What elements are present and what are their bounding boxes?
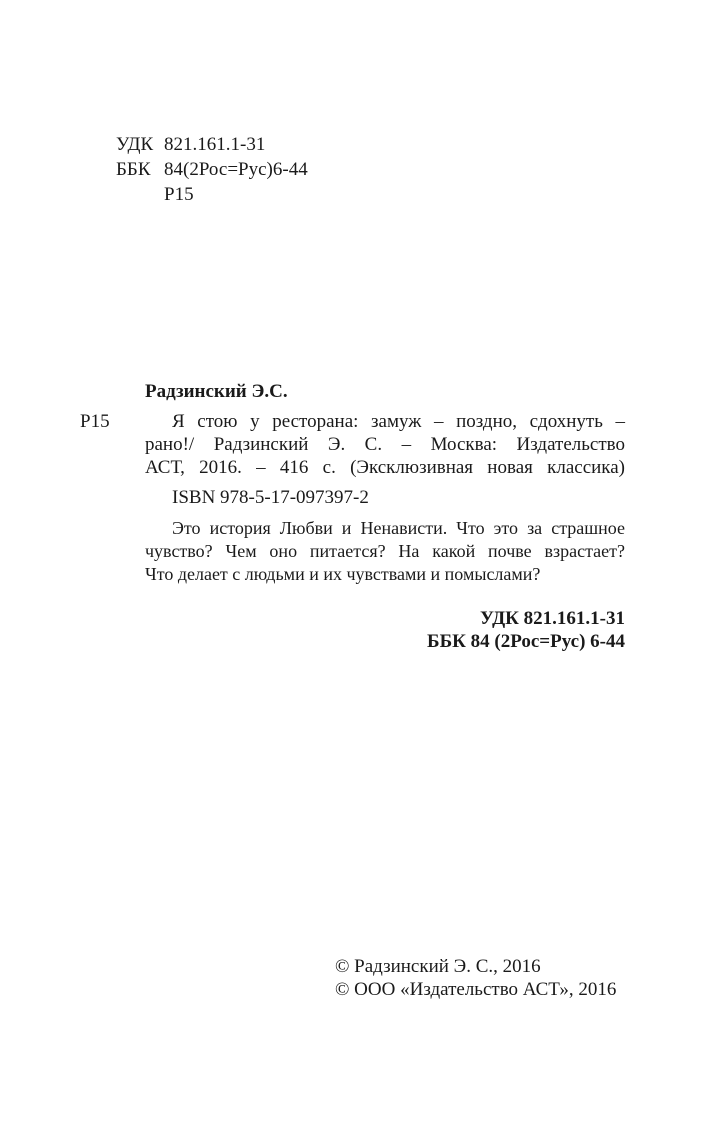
- annotation-line: Что делает с людьми и их чувствами и помыслами?: [145, 564, 541, 584]
- isbn: ISBN 978-5-17-097397-2: [172, 487, 369, 508]
- description-line: Я стою у ресторана: замуж – поздно, сдохнуть –: [172, 411, 625, 432]
- udk-bottom: УДК 821.161.1-31: [480, 608, 625, 629]
- author-mark-top: Р15: [164, 184, 194, 205]
- copyright-publisher: © ООО «Издательство АСТ», 2016: [335, 979, 617, 1000]
- udk-label: УДК: [116, 134, 154, 155]
- bbk-bottom: ББК 84 (2Рос=Рус) 6-44: [427, 631, 625, 652]
- description-line: рано!/ Радзинский Э. С. – Москва: Издательство: [145, 434, 625, 455]
- author-mark: Р15: [80, 411, 110, 432]
- description-line: АСТ, 2016. – 416 с. (Эксклюзивная новая классика): [145, 457, 625, 478]
- bbk-value: 84(2Рос=Рус)6-44: [164, 159, 308, 180]
- bbk-label: ББК: [116, 159, 151, 180]
- copyright-author: © Радзинский Э. С., 2016: [335, 956, 541, 977]
- annotation-line: Это история Любви и Ненависти. Что это за страшное: [172, 518, 625, 538]
- udk-value: 821.161.1-31: [164, 134, 266, 155]
- annotation-line: чувство? Чем оно питается? На какой почве взрастает?: [145, 541, 625, 561]
- author-heading: Радзинский Э.С.: [145, 381, 288, 402]
